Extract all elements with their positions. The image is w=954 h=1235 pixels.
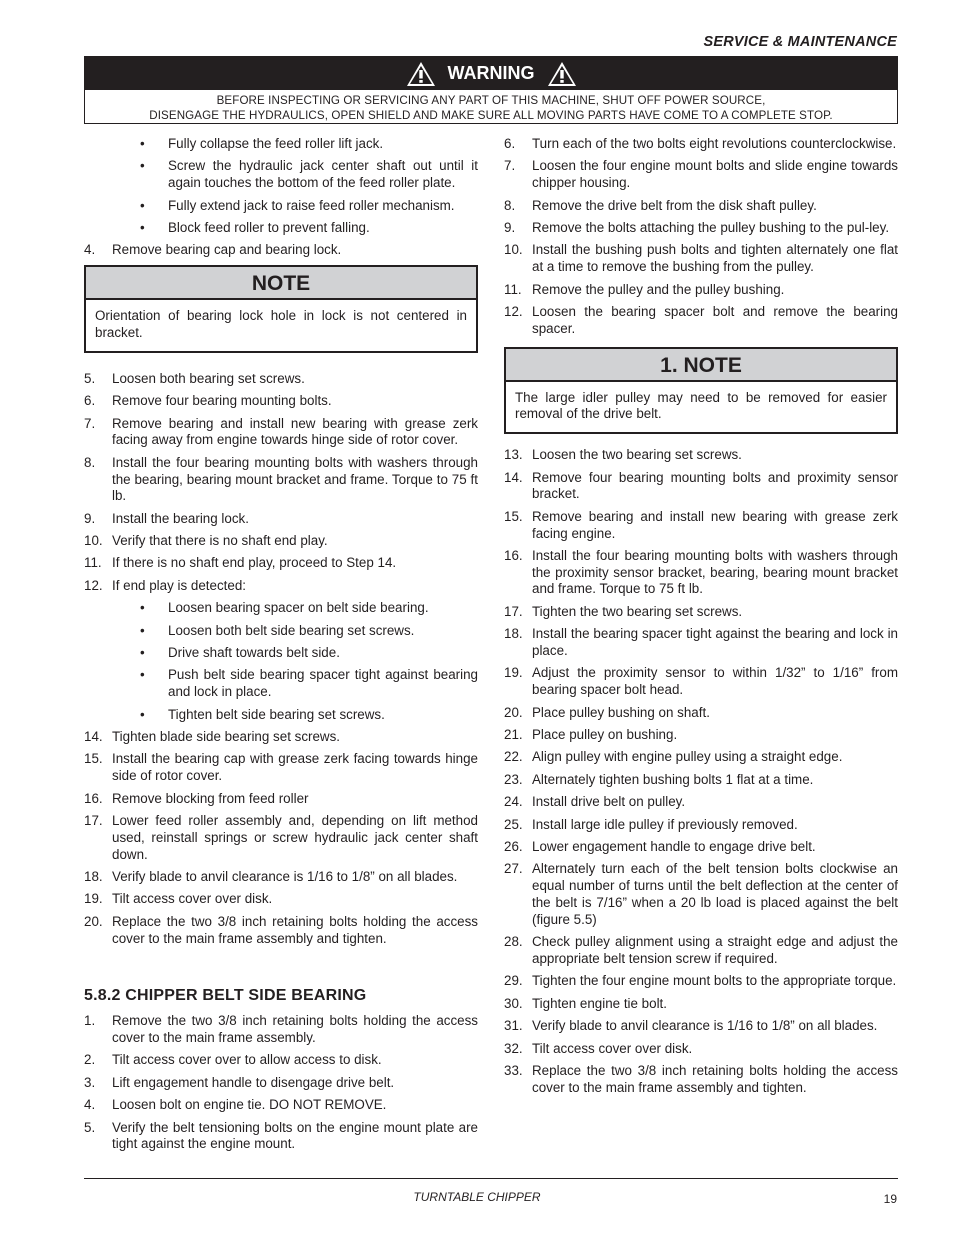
step-number: 7. bbox=[84, 415, 96, 431]
bullet-icon: • bbox=[140, 667, 145, 683]
step-text: Install drive belt on pulley. bbox=[532, 794, 686, 810]
list-item bbox=[504, 1018, 898, 1035]
bullet-icon: • bbox=[140, 600, 145, 616]
step-text: Remove the bolts attaching the pulley bushing to the pul-ley. bbox=[532, 219, 890, 235]
list-item bbox=[84, 578, 478, 595]
note-title: NOTE bbox=[86, 267, 476, 300]
list-item bbox=[504, 749, 898, 766]
step-text: Remove the drive belt from the disk shaft pulley. bbox=[532, 197, 817, 213]
list-item bbox=[504, 604, 898, 621]
step-number: 11. bbox=[84, 555, 102, 571]
step-text: Loosen the two bearing set screws. bbox=[532, 447, 742, 463]
step-text: Remove the pulley and the pulley bushing. bbox=[532, 281, 785, 297]
note-title: 1. NOTE bbox=[506, 349, 896, 382]
step-list bbox=[84, 371, 478, 595]
step-text: Check pulley alignment using a straight edge and adjust the appropriate belt tension screw if required. bbox=[532, 934, 898, 966]
step-text: Loosen the bearing spacer bolt and remove the bearing spacer. bbox=[532, 303, 898, 336]
warning-line: DISENGAGE THE HYDRAULICS, OPEN SHIELD AND MAKE SURE ALL MOVING PARTS HAVE COME TO A COMPLETE STOP. bbox=[149, 109, 833, 122]
bullet-item bbox=[84, 198, 478, 215]
step-number: 32. bbox=[504, 1040, 523, 1056]
warning-text bbox=[85, 90, 897, 123]
list-item bbox=[504, 817, 898, 834]
step-text: Install the bushing push bolts and tighten alternately one flat at a time to remove the bushing from the pulley. bbox=[532, 242, 898, 275]
step-number: 20. bbox=[84, 913, 103, 929]
step-number: 33. bbox=[504, 1062, 523, 1078]
list-item bbox=[84, 891, 478, 908]
note-box bbox=[504, 347, 898, 435]
list-item bbox=[84, 555, 478, 572]
note-box bbox=[84, 265, 478, 353]
bullet-text: Screw the hydraulic jack center shaft out until it again touches the bottom of the feed roller plate. bbox=[168, 158, 478, 191]
step-text: Tighten engine tie bolt. bbox=[532, 995, 667, 1011]
step-number: 9. bbox=[504, 219, 516, 235]
step-number: 10. bbox=[84, 533, 103, 549]
section-heading: 5.8.2 CHIPPER BELT SIDE BEARING bbox=[84, 987, 367, 1005]
step-number: 19. bbox=[84, 891, 103, 907]
list-item bbox=[504, 509, 898, 543]
bullet-item bbox=[84, 707, 478, 724]
bullet-icon: • bbox=[140, 645, 145, 661]
bullet-item bbox=[84, 158, 478, 192]
list-item bbox=[504, 220, 898, 237]
step-text: Tilt access cover over disk. bbox=[112, 891, 273, 907]
step-number: 12. bbox=[84, 577, 103, 593]
step-number: 14. bbox=[504, 469, 523, 485]
step-number: 5. bbox=[84, 1119, 96, 1135]
warning-bar bbox=[85, 57, 897, 90]
list-item bbox=[504, 794, 898, 811]
list-item bbox=[84, 1052, 478, 1069]
step-text: Loosen the four engine mount bolts and slide engine towards chipper housing. bbox=[532, 158, 898, 191]
step-number: 21. bbox=[504, 727, 523, 743]
step-text: Replace the two 3/8 inch retaining bolts holding the access cover to the main frame assembly and tighten. bbox=[532, 1062, 898, 1095]
step-text: Remove four bearing mounting bolts and proximity sensor bracket. bbox=[532, 469, 898, 502]
step-text: Verify blade to anvil clearance is 1/16 to 1/8” on all blades. bbox=[112, 868, 458, 884]
step-number: 19. bbox=[504, 665, 523, 681]
step-number: 22. bbox=[504, 749, 523, 765]
footer-title: TURNTABLE CHIPPER bbox=[413, 1190, 541, 1204]
step-list bbox=[84, 729, 478, 947]
step-text: Alternately tighten bushing bolts 1 flat at a time. bbox=[532, 771, 814, 787]
list-item bbox=[504, 304, 898, 338]
warning-label: WARNING bbox=[447, 63, 535, 84]
step-text: Loosen bolt on engine tie. DO NOT REMOVE. bbox=[112, 1097, 387, 1113]
bullet-text: Push belt side bearing spacer tight against bearing and lock in place. bbox=[168, 667, 478, 700]
bullet-item bbox=[84, 220, 478, 237]
step-number: 4. bbox=[84, 1097, 96, 1113]
step-number: 10. bbox=[504, 242, 523, 258]
list-item bbox=[504, 136, 898, 153]
step-text: Alternately turn each of the belt tension bolts clockwise an equal number of turns until the belt deflection at the center of the belt is 7/16” when a 20 lb load is placed against the belt (figure 5.5) bbox=[532, 861, 898, 927]
bullet-text: Block feed roller to prevent falling. bbox=[168, 219, 370, 235]
note-body: Orientation of bearing lock hole in lock is not centered in bracket. bbox=[95, 308, 467, 340]
step-number: 24. bbox=[504, 794, 523, 810]
step-text: If there is no shaft end play, proceed to Step 14. bbox=[112, 555, 397, 571]
step-text: Loosen both bearing set screws. bbox=[112, 370, 305, 386]
list-item bbox=[84, 1075, 478, 1092]
list-item bbox=[504, 705, 898, 722]
step-number: 16. bbox=[504, 547, 523, 563]
step-number: 4. bbox=[84, 242, 96, 258]
step-text: Install the four bearing mounting bolts with washers through the proximity sensor bracket, bearing, bearing mount bracket and frame. Torque to 75 ft lb. bbox=[532, 547, 898, 597]
bullet-text: Loosen bearing spacer on belt side bearing. bbox=[168, 600, 429, 616]
step-text: Tighten the two bearing set screws. bbox=[532, 603, 743, 619]
list-item bbox=[504, 548, 898, 598]
list-item bbox=[84, 751, 478, 785]
step-text: Remove bearing and install new bearing with grease zerk facing away from engine towards hinge side of rotor cover. bbox=[112, 415, 478, 448]
list-item bbox=[84, 1120, 478, 1154]
step-number: 18. bbox=[504, 626, 523, 642]
step-number: 11. bbox=[504, 281, 522, 297]
bullet-text: Drive shaft towards belt side. bbox=[168, 645, 340, 661]
list-item bbox=[504, 1041, 898, 1058]
step-text: Tilt access cover over disk. bbox=[532, 1040, 693, 1056]
step-text: Remove bearing cap and bearing lock. bbox=[112, 242, 342, 258]
list-item bbox=[84, 1097, 478, 1114]
step-text: Tighten the four engine mount bolts to the appropriate torque. bbox=[532, 973, 897, 989]
step-number: 26. bbox=[504, 838, 523, 854]
step-text: Tighten blade side bearing set screws. bbox=[112, 729, 341, 745]
step-text: Lift engagement handle to disengage drive belt. bbox=[112, 1074, 395, 1090]
bullet-icon: • bbox=[140, 622, 145, 638]
list-item bbox=[84, 869, 478, 886]
step-list bbox=[504, 136, 898, 338]
step-number: 30. bbox=[504, 995, 523, 1011]
step-number: 8. bbox=[504, 197, 516, 213]
list-item bbox=[84, 371, 478, 388]
page-number: 19 bbox=[883, 1192, 897, 1206]
warning-triangle-icon bbox=[547, 61, 577, 87]
list-item bbox=[84, 729, 478, 746]
step-text: Install the bearing cap with grease zerk facing towards hinge side of rotor cover. bbox=[112, 751, 478, 784]
list-item bbox=[84, 455, 478, 505]
warning-line: BEFORE INSPECTING OR SERVICING ANY PART OF THIS MACHINE, SHUT OFF POWER SOURCE, bbox=[216, 94, 766, 107]
bullet-icon: • bbox=[140, 197, 145, 213]
warning-box bbox=[84, 56, 898, 124]
step-number: 5. bbox=[84, 370, 96, 386]
list-item bbox=[504, 626, 898, 660]
list-item bbox=[504, 1063, 898, 1097]
list-item bbox=[84, 511, 478, 528]
step-text: Install large idle pulley if previously removed. bbox=[532, 816, 798, 832]
left-column bbox=[84, 136, 478, 1159]
list-item bbox=[84, 533, 478, 550]
list-item bbox=[84, 1013, 478, 1047]
step-number: 28. bbox=[504, 934, 523, 950]
bullet-item bbox=[84, 645, 478, 662]
step-text: Lower feed roller assembly and, depending on lift method used, reinstall springs or screw hydraulic jack center shaft down. bbox=[112, 812, 478, 862]
bullet-icon: • bbox=[140, 158, 145, 174]
step-number: 15. bbox=[504, 508, 523, 524]
step-text: Install the four bearing mounting bolts with washers through the bearing, bearing mount bracket and frame. Torque to 75 ft lb. bbox=[112, 454, 478, 504]
step-text: Remove blocking from feed roller bbox=[112, 790, 309, 806]
step-number: 23. bbox=[504, 771, 523, 787]
bullet-text: Loosen both belt side bearing set screws. bbox=[168, 622, 415, 638]
step-number: 17. bbox=[84, 812, 103, 828]
step-list bbox=[504, 447, 898, 1096]
step-number: 20. bbox=[504, 704, 523, 720]
bullet-list bbox=[84, 136, 478, 237]
list-item bbox=[84, 242, 478, 259]
step-number: 29. bbox=[504, 973, 523, 989]
step-number: 27. bbox=[504, 861, 523, 877]
step-text: Tilt access cover over to allow access to disk. bbox=[112, 1052, 382, 1068]
step-text: Adjust the proximity sensor to within 1/32” to 1/16” from bearing spacer bolt head. bbox=[532, 665, 898, 698]
step-text: Verify blade to anvil clearance is 1/16 to 1/8” on all blades. bbox=[532, 1018, 878, 1034]
list-item bbox=[504, 934, 898, 968]
step-number: 8. bbox=[84, 454, 96, 470]
step-text: Install the bearing spacer tight against the bearing and lock in place. bbox=[532, 626, 898, 659]
step-text: Lower engagement handle to engage drive belt. bbox=[532, 838, 816, 854]
list-item bbox=[84, 813, 478, 863]
step-text: If end play is detected: bbox=[112, 577, 246, 593]
step-number: 1. bbox=[84, 1013, 96, 1029]
step-number: 6. bbox=[504, 136, 516, 151]
list-item bbox=[504, 973, 898, 990]
list-item bbox=[504, 158, 898, 192]
step-number: 17. bbox=[504, 603, 523, 619]
list-item bbox=[504, 772, 898, 789]
list-item bbox=[504, 242, 898, 276]
list-item bbox=[504, 198, 898, 215]
list-item bbox=[504, 861, 898, 928]
step-text: Remove the two 3/8 inch retaining bolts holding the access cover to the main frame assembly. bbox=[112, 1013, 478, 1045]
bullet-icon: • bbox=[140, 706, 145, 722]
step-number: 14. bbox=[84, 729, 103, 745]
warning-triangle-icon bbox=[406, 61, 436, 87]
note-body: The large idler pulley may need to be removed for easier removal of the drive belt. bbox=[515, 389, 887, 422]
step-number: 31. bbox=[504, 1018, 523, 1034]
step-text: Replace the two 3/8 inch retaining bolts holding the access cover to the main frame assembly and tighten. bbox=[112, 913, 478, 946]
step-text: Verify the belt tensioning bolts on the engine mount plate are tight against the engine mount. bbox=[112, 1119, 478, 1152]
list-item bbox=[84, 393, 478, 410]
step-number: 25. bbox=[504, 816, 523, 832]
bullet-item bbox=[84, 136, 478, 153]
list-item bbox=[504, 470, 898, 504]
step-list bbox=[84, 1013, 478, 1153]
bullet-item bbox=[84, 600, 478, 617]
step-text: Verify that there is no shaft end play. bbox=[112, 533, 328, 549]
step-number: 13. bbox=[504, 447, 523, 463]
bullet-text: Fully collapse the feed roller lift jack. bbox=[168, 136, 384, 151]
step-number: 15. bbox=[84, 751, 103, 767]
bullet-text: Tighten belt side bearing set screws. bbox=[168, 706, 385, 722]
list-item bbox=[504, 727, 898, 744]
bullet-item bbox=[84, 623, 478, 640]
step-text: Align pulley with engine pulley using a straight edge. bbox=[532, 749, 843, 765]
step-number: 3. bbox=[84, 1074, 96, 1090]
bullet-list bbox=[84, 600, 478, 723]
step-text: Place pulley bushing on shaft. bbox=[532, 704, 710, 720]
list-item bbox=[504, 447, 898, 464]
step-number: 6. bbox=[84, 393, 96, 409]
list-item bbox=[84, 914, 478, 948]
list-item bbox=[504, 665, 898, 699]
list-item bbox=[84, 416, 478, 450]
step-number: 7. bbox=[504, 158, 516, 174]
list-item bbox=[504, 839, 898, 856]
footer-rule bbox=[84, 1178, 898, 1179]
bullet-icon: • bbox=[140, 136, 145, 151]
step-number: 16. bbox=[84, 790, 103, 806]
bullet-icon: • bbox=[140, 219, 145, 235]
list-item bbox=[84, 791, 478, 808]
step-text: Remove bearing and install new bearing with grease zerk facing engine. bbox=[532, 508, 898, 541]
step-number: 18. bbox=[84, 868, 103, 884]
step-text: Install the bearing lock. bbox=[112, 510, 249, 526]
step-text: Turn each of the two bolts eight revolutions counterclockwise. bbox=[532, 136, 897, 151]
step-text: Place pulley on bushing. bbox=[532, 727, 678, 743]
step-number: 9. bbox=[84, 510, 96, 526]
step-text: Remove four bearing mounting bolts. bbox=[112, 393, 332, 409]
list-item bbox=[504, 996, 898, 1013]
bullet-item bbox=[84, 667, 478, 701]
section-header: SERVICE & MAINTENANCE bbox=[703, 34, 897, 50]
list-item bbox=[504, 282, 898, 299]
bullet-text: Fully extend jack to raise feed roller mechanism. bbox=[168, 197, 455, 213]
right-column bbox=[504, 136, 898, 1102]
step-number: 12. bbox=[504, 303, 523, 319]
step-number: 2. bbox=[84, 1052, 96, 1068]
